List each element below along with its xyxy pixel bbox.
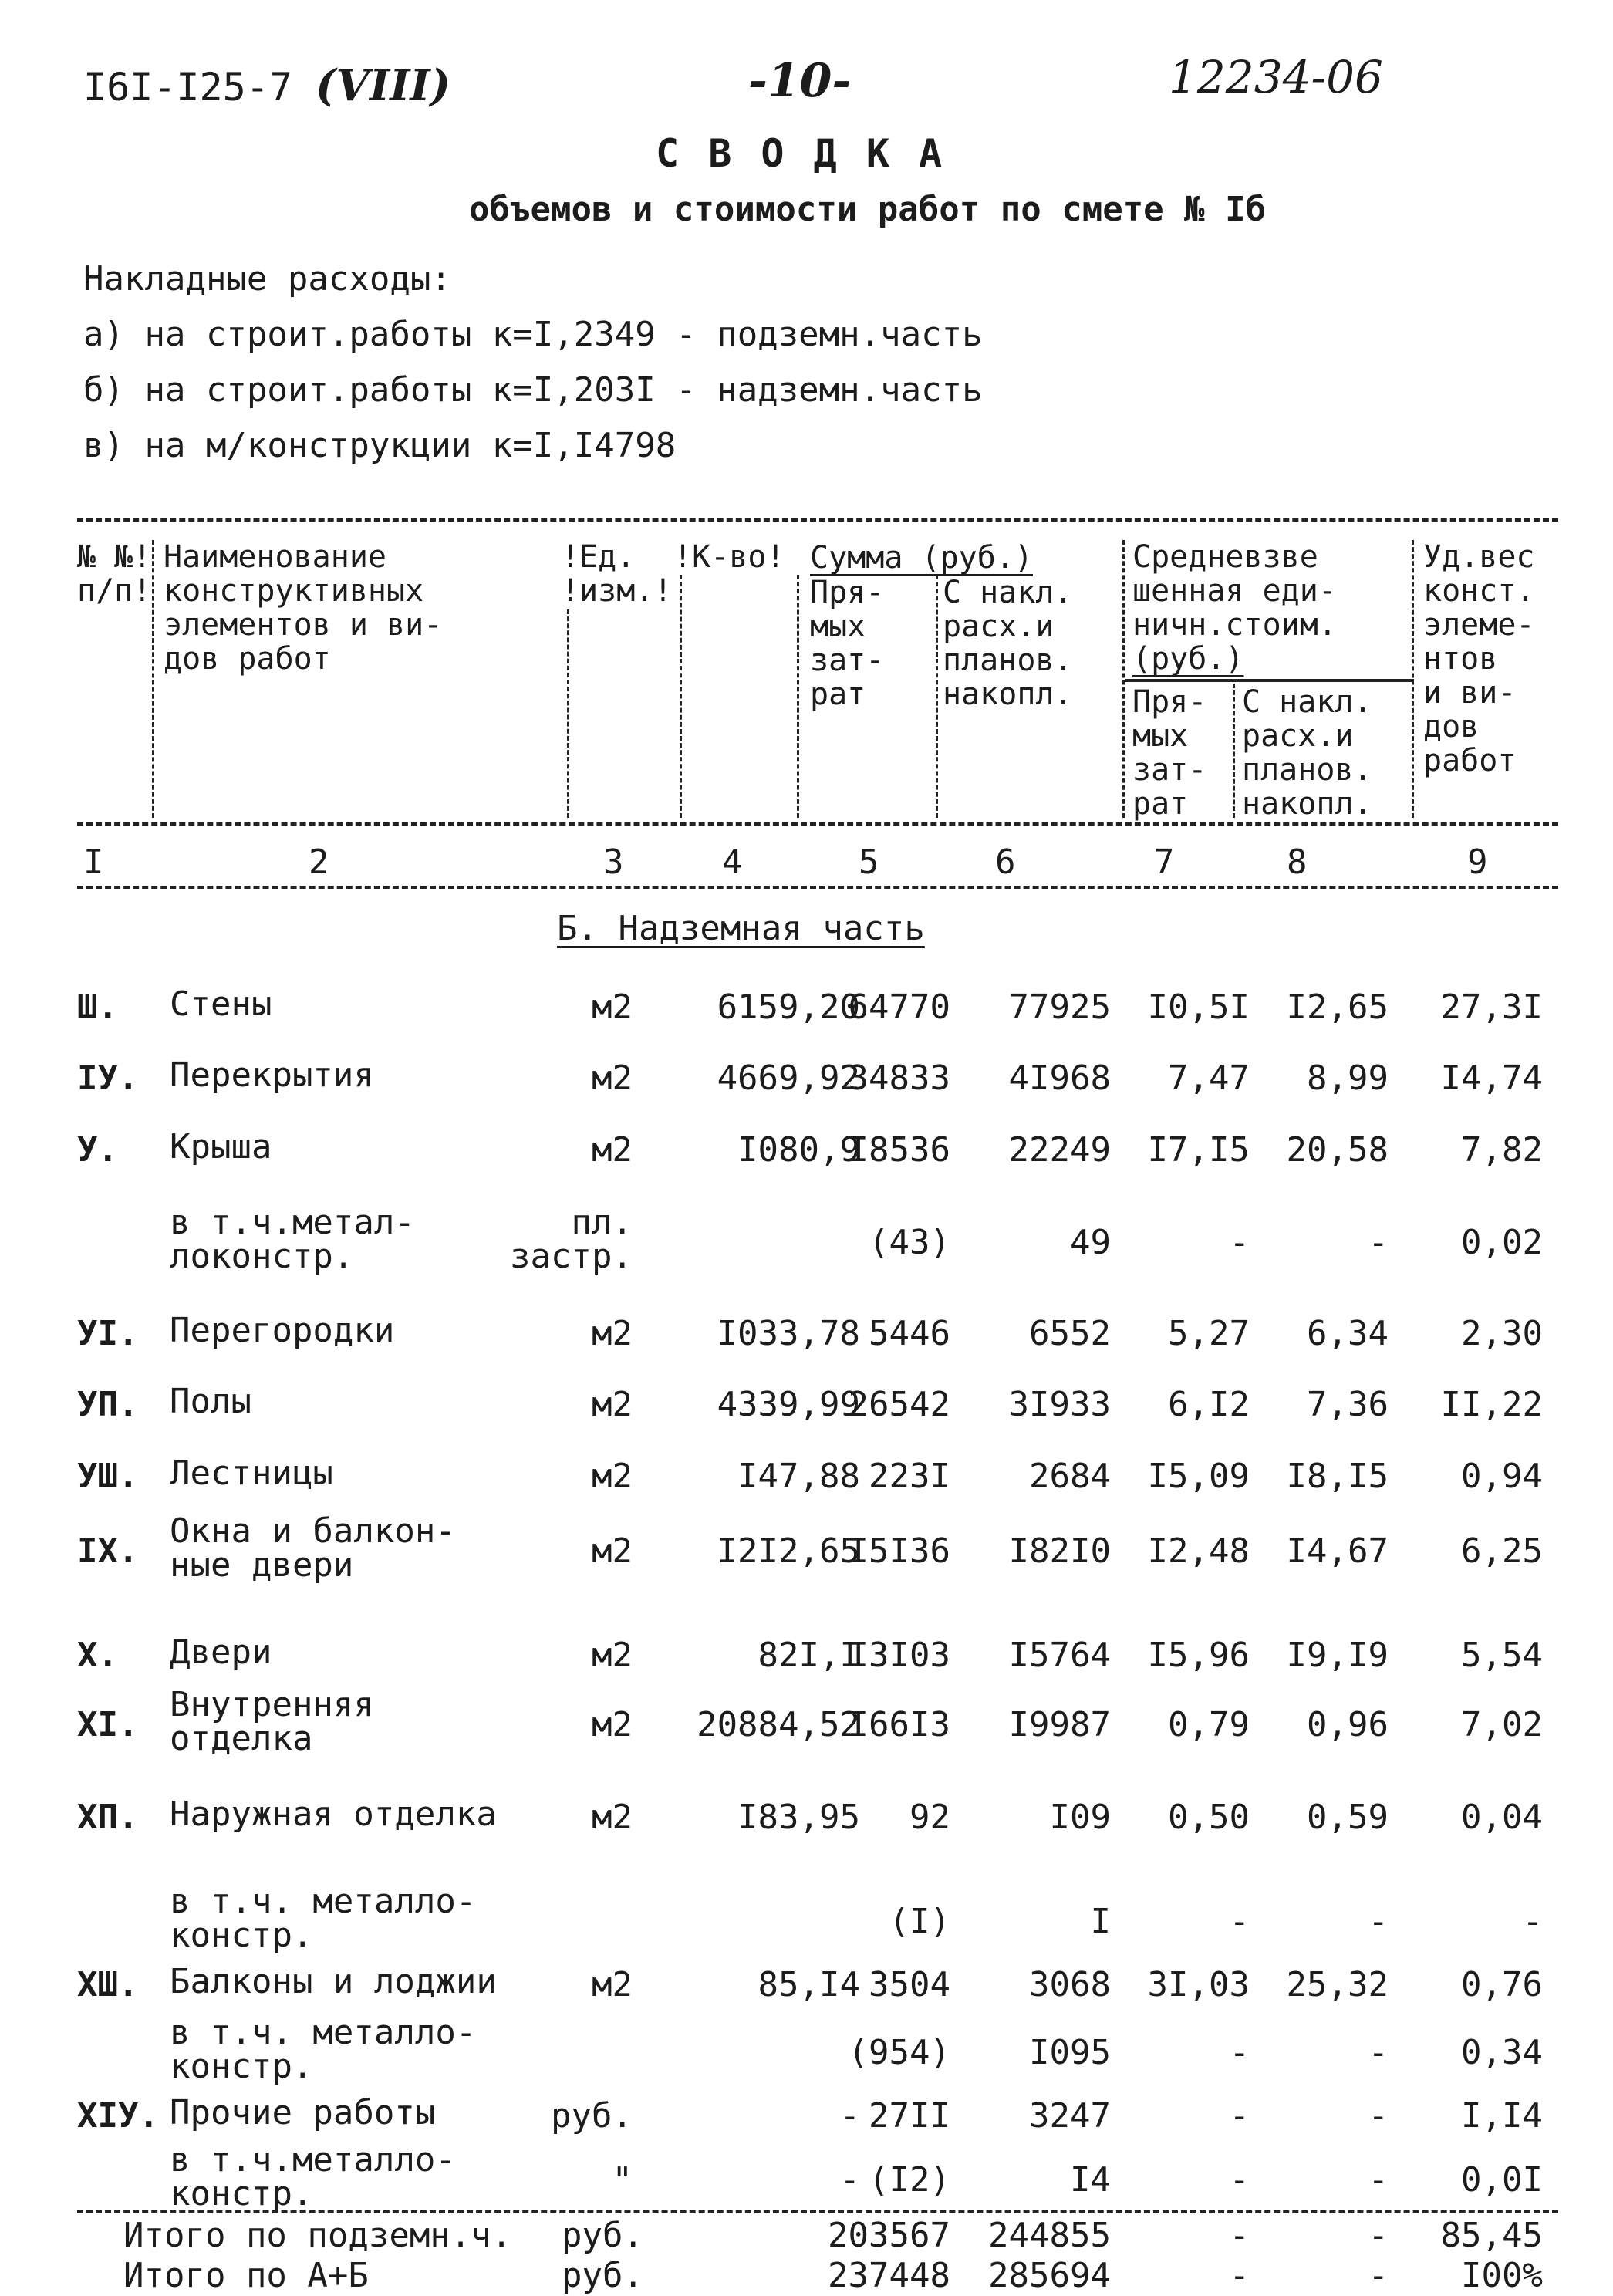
row-avg-overhead: I4,67: [1286, 1531, 1389, 1571]
row-share: 0,02: [1461, 1223, 1543, 1262]
row-direct-cost: I3I03: [848, 1636, 950, 1675]
row-overhead-cost: I4: [1070, 2160, 1111, 2200]
totals-share: I00%: [1461, 2256, 1543, 2295]
row-unit: м2: [592, 1965, 633, 2004]
row-direct-cost: (954): [848, 2033, 950, 2072]
row-name: констр.: [170, 2047, 313, 2086]
row-avg-direct: 7,47: [1168, 1059, 1250, 1098]
row-name: Перекрытия: [170, 1055, 374, 1095]
row-unit: м2: [592, 1059, 633, 1098]
totals-label: Итого по подземн.ч.: [123, 2216, 512, 2255]
row-direct-cost: I66I3: [848, 1705, 950, 1744]
row-direct-cost: 92: [909, 1798, 950, 1837]
row-name: Двери: [170, 1633, 272, 1672]
header-col-name: Наименование конструктивных элементов и ви- дов работ: [164, 539, 443, 677]
row-number: УШ.: [77, 1457, 139, 1496]
totals-share: 85,45: [1440, 2216, 1543, 2255]
row-avg-direct: I5,09: [1147, 1457, 1250, 1496]
row-qty: 20884,52: [697, 1705, 860, 1744]
row-overhead-cost: I82I0: [1008, 1531, 1111, 1571]
page-number: -10-: [748, 54, 852, 108]
header-divider: [1412, 540, 1414, 818]
row-avg-direct: 0,50: [1168, 1798, 1250, 1837]
document-code-handwritten: (VIII): [316, 60, 451, 111]
row-avg-overhead: -: [1368, 2096, 1389, 2136]
row-number: ХI.: [77, 1705, 139, 1744]
row-avg-overhead: -: [1368, 1223, 1389, 1262]
header-col-qty: !К-во!: [673, 539, 785, 575]
row-share: 0,76: [1461, 1965, 1543, 2004]
row-share: 2,30: [1461, 1314, 1543, 1353]
row-direct-cost: 5446: [869, 1314, 950, 1353]
row-avg-direct: I2,48: [1147, 1531, 1250, 1571]
archive-number: 12234-06: [1169, 51, 1383, 103]
row-avg-direct: I7,I5: [1147, 1130, 1250, 1170]
row-name: Балконы и лоджии: [170, 1962, 497, 2001]
row-avg-overhead: I8,I5: [1286, 1457, 1389, 1496]
totals-avg-direct: -: [1229, 2256, 1250, 2295]
row-name: Крыша: [170, 1127, 272, 1167]
row-share: 6,25: [1461, 1531, 1543, 1571]
header-col-avg-direct: Пря- мых зат- рат: [1132, 684, 1207, 822]
row-unit: м2: [592, 1705, 633, 1744]
row-name: в т.ч. металло-: [170, 2013, 477, 2052]
header-top-rule: [77, 518, 1558, 522]
header-col-unit: !Ед. !изм.!: [561, 539, 673, 609]
row-share: 0,94: [1461, 1457, 1543, 1496]
row-avg-overhead: 0,59: [1307, 1798, 1389, 1837]
row-avg-overhead: -: [1368, 2033, 1389, 2072]
column-number: 5: [859, 842, 879, 882]
totals-avg-overhead: -: [1368, 2216, 1389, 2255]
header-col-overhead: С накл. расх.и планов. накопл.: [943, 575, 1073, 712]
overhead-item: б) на строит.работы к=I,203I - надземн.часть: [83, 370, 983, 410]
row-overhead-cost: 3I933: [1008, 1385, 1111, 1424]
row-qty: I080,9: [737, 1130, 860, 1170]
row-overhead-cost: 2684: [1029, 1457, 1111, 1496]
header-divider: [680, 575, 682, 818]
header-col-number: № №! п/п!: [77, 539, 152, 609]
row-qty: I033,78: [717, 1314, 860, 1353]
row-unit: м2: [592, 1636, 633, 1675]
totals-avg-overhead: -: [1368, 2256, 1389, 2295]
row-name: Полы: [170, 1382, 251, 1421]
row-direct-cost: 26542: [848, 1385, 950, 1424]
row-direct-cost: (I): [889, 1902, 950, 1941]
page-title: С В О Д К А: [656, 131, 946, 176]
row-unit: м2: [592, 1385, 633, 1424]
row-name: в т.ч. металло-: [170, 1882, 477, 1921]
row-name: Прочие работы: [170, 2093, 436, 2132]
row-number: Х.: [77, 1636, 118, 1675]
column-number: 9: [1467, 842, 1488, 882]
row-name: в т.ч.метал-: [170, 1203, 415, 1242]
row-direct-cost: 223I: [869, 1457, 950, 1496]
row-direct-cost: I8536: [848, 1130, 950, 1170]
column-number: 3: [603, 842, 624, 882]
row-name: констр.: [170, 1916, 313, 1955]
row-number: ХШ.: [77, 1965, 139, 2004]
row-qty: I2I2,65: [717, 1531, 860, 1571]
column-number: 2: [309, 842, 329, 882]
row-qty: 85,I4: [758, 1965, 860, 2004]
row-number: IУ.: [77, 1059, 139, 1098]
row-direct-cost: 3504: [869, 1965, 950, 2004]
header-divider: [152, 540, 154, 818]
row-unit: м2: [592, 1798, 633, 1837]
row-share: 0,34: [1461, 2033, 1543, 2072]
row-number: ХIУ.: [77, 2096, 159, 2136]
totals-overhead-cost: 244855: [988, 2216, 1111, 2255]
column-number: 8: [1287, 842, 1308, 882]
row-qty: 4339,99: [717, 1385, 860, 1424]
row-name: Окна и балкон-: [170, 1511, 456, 1551]
row-share: 27,3I: [1440, 988, 1543, 1027]
row-name: Внутренняя: [170, 1685, 374, 1724]
row-unit: м2: [592, 1531, 633, 1571]
header-divider: [797, 575, 799, 818]
row-qty: -: [839, 2160, 860, 2200]
header-divider: [1233, 684, 1235, 818]
row-avg-overhead: 20,58: [1286, 1130, 1389, 1170]
row-overhead-cost: 77925: [1008, 988, 1111, 1027]
row-name: ные двери: [170, 1545, 354, 1585]
row-avg-direct: I5,96: [1147, 1636, 1250, 1675]
column-number-rule: [77, 886, 1558, 889]
row-unit: м2: [592, 988, 633, 1027]
row-direct-cost: 34833: [848, 1059, 950, 1098]
header-col-direct: Пря- мых зат- рат: [810, 575, 885, 712]
row-name: Перегородки: [170, 1311, 395, 1350]
row-overhead-cost: I: [1090, 1902, 1111, 1941]
row-share: I4,74: [1440, 1059, 1543, 1098]
row-number: ХП.: [77, 1798, 139, 1837]
row-qty: I47,88: [737, 1457, 860, 1496]
row-share: 0,04: [1461, 1798, 1543, 1837]
row-name: Наружная отделка: [170, 1795, 497, 1834]
header-divider: [567, 609, 569, 818]
row-avg-overhead: -: [1368, 1902, 1389, 1941]
row-name: Лестницы: [170, 1454, 333, 1493]
row-name: в т.ч.металло-: [170, 2140, 456, 2180]
row-avg-overhead: -: [1368, 2160, 1389, 2200]
totals-rule: [77, 2210, 1558, 2213]
header-divider: [936, 575, 938, 818]
row-overhead-cost: 22249: [1008, 1130, 1111, 1170]
row-avg-direct: 0,79: [1168, 1705, 1250, 1744]
row-avg-direct: 6,I2: [1168, 1385, 1250, 1424]
row-unit: м2: [592, 1314, 633, 1353]
row-share: I,I4: [1461, 2096, 1543, 2136]
row-share: -: [1522, 1902, 1543, 1941]
row-unit: пл. застр.: [510, 1203, 633, 1276]
row-share: 7,82: [1461, 1130, 1543, 1170]
row-avg-overhead: I2,65: [1286, 988, 1389, 1027]
totals-overhead-cost: 285694: [988, 2256, 1111, 2295]
row-share: 7,02: [1461, 1705, 1543, 1744]
column-number: 4: [722, 842, 743, 882]
row-name: отделка: [170, 1719, 313, 1758]
row-avg-direct: -: [1229, 1902, 1250, 1941]
row-avg-direct: -: [1229, 2096, 1250, 2136]
row-overhead-cost: I09: [1049, 1798, 1111, 1837]
row-unit: м2: [592, 1130, 633, 1170]
header-col-share: Уд.вес конст. элеме- нтов и ви- дов работ: [1423, 539, 1535, 778]
section-title: Б. Надземная часть: [557, 909, 925, 948]
row-avg-overhead: I9,I9: [1286, 1636, 1389, 1675]
overhead-item: в) на м/конструкции к=I,I4798: [83, 426, 677, 465]
row-avg-overhead: 7,36: [1307, 1385, 1389, 1424]
totals-unit: руб.: [562, 2216, 643, 2255]
row-qty: 82I,I: [758, 1636, 860, 1675]
row-avg-direct: I0,5I: [1147, 988, 1250, 1027]
row-avg-direct: 3I,03: [1147, 1965, 1250, 2004]
row-overhead-cost: I095: [1029, 2033, 1111, 2072]
row-overhead-cost: 3247: [1029, 2096, 1111, 2136]
row-direct-cost: 27II: [869, 2096, 950, 2136]
row-number: Ш.: [77, 988, 118, 1027]
column-number: 7: [1154, 842, 1175, 882]
row-number: УI.: [77, 1314, 139, 1353]
row-overhead-cost: 49: [1070, 1223, 1111, 1262]
totals-direct-cost: 203567: [828, 2216, 950, 2255]
row-avg-overhead: 0,96: [1307, 1705, 1389, 1744]
row-avg-direct: -: [1229, 2160, 1250, 2200]
totals-unit: руб.: [562, 2256, 643, 2295]
header-mid-rule: [77, 822, 1558, 826]
header-sum-title: Сумма (руб.): [810, 540, 1033, 576]
row-unit: руб.: [551, 2096, 633, 2136]
row-avg-overhead: 6,34: [1307, 1314, 1389, 1353]
row-overhead-cost: I5764: [1008, 1636, 1111, 1675]
header-avg-title: Средневзве шенная еди- ничн.стоим. (руб.): [1132, 539, 1337, 677]
row-number: У.: [77, 1130, 118, 1170]
row-overhead-cost: 4I968: [1008, 1059, 1111, 1098]
page-subtitle: объемов и стоимости работ по смете № Iб: [469, 190, 1267, 229]
document-code: I6I-I25-7 (VIII): [83, 60, 451, 111]
row-unit: м2: [592, 1457, 633, 1496]
row-qty: I83,95: [737, 1798, 860, 1837]
row-direct-cost: I5I36: [848, 1531, 950, 1571]
overheads-heading: Накладные расходы:: [83, 259, 451, 299]
row-share: 0,0I: [1461, 2160, 1543, 2200]
column-number: 6: [995, 842, 1016, 882]
row-direct-cost: 64770: [848, 988, 950, 1027]
row-qty: 6159,20: [717, 988, 860, 1027]
totals-avg-direct: -: [1229, 2216, 1250, 2255]
header-col-avg-overhead: С накл. расх.и планов. накопл.: [1242, 684, 1372, 822]
row-qty: 4669,92: [717, 1059, 860, 1098]
row-name: локонстр.: [170, 1237, 354, 1276]
header-avg-rule: [1125, 679, 1414, 682]
row-avg-direct: -: [1229, 1223, 1250, 1262]
totals-direct-cost: 237448: [828, 2256, 950, 2295]
row-name: Стены: [170, 984, 272, 1024]
row-number: УП.: [77, 1385, 139, 1424]
row-share: 5,54: [1461, 1636, 1543, 1675]
row-name: констр.: [170, 2174, 313, 2213]
row-overhead-cost: 6552: [1029, 1314, 1111, 1353]
row-qty: -: [839, 2096, 860, 2136]
row-avg-overhead: 8,99: [1307, 1059, 1389, 1098]
row-unit: ": [612, 2160, 633, 2200]
row-avg-direct: 5,27: [1168, 1314, 1250, 1353]
row-direct-cost: (I2): [869, 2160, 950, 2200]
row-overhead-cost: 3068: [1029, 1965, 1111, 2004]
row-overhead-cost: I9987: [1008, 1705, 1111, 1744]
row-direct-cost: (43): [869, 1223, 950, 1262]
row-avg-direct: -: [1229, 2033, 1250, 2072]
row-number: IХ.: [77, 1531, 139, 1571]
column-number: I: [83, 842, 104, 882]
row-share: II,22: [1440, 1385, 1543, 1424]
totals-label: Итого по А+Б: [123, 2256, 369, 2295]
row-avg-overhead: 25,32: [1286, 1965, 1389, 2004]
overhead-item: а) на строит.работы к=I,2349 - подземн.часть: [83, 315, 983, 354]
